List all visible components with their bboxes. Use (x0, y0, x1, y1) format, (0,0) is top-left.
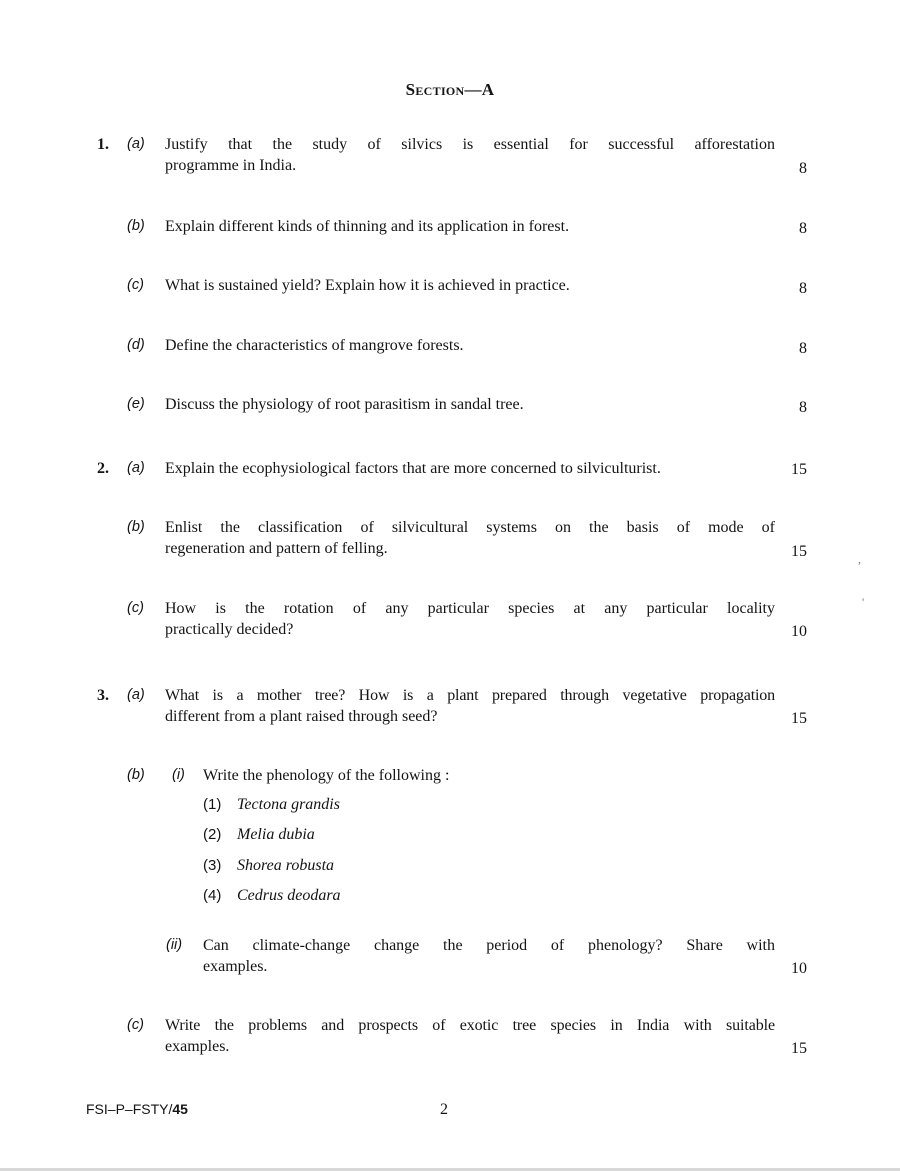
marks: 8 (799, 280, 807, 297)
paper-code-prefix: FSI–P–FSTY/ (86, 1101, 173, 1117)
species-name: Melia dubia (237, 826, 315, 843)
question-text: Explain the ecophysiological factors that are more concerned to silviculturist. (165, 460, 661, 477)
species-item (203, 826, 315, 844)
marks: 8 (799, 399, 807, 416)
species-number: (1) (203, 796, 222, 813)
part-label: (b) (127, 218, 145, 234)
question-text: Discuss the physiology of root parasitism in sandal tree. (165, 396, 524, 413)
question-text: practically decided? (165, 621, 294, 638)
species-name: Tectona grandis (237, 796, 340, 813)
paper-code-number: 45 (172, 1101, 188, 1117)
question-text: Can climate-change change the period of phenology? Share with (203, 937, 775, 954)
page-edge (0, 1168, 900, 1171)
question-text: regeneration and pattern of felling. (165, 540, 388, 557)
species-number: (2) (203, 826, 222, 843)
part-label: (c) (127, 600, 144, 616)
species-number: (3) (203, 857, 222, 874)
subpart-label: (ii) (166, 937, 183, 953)
question-text: Write the problems and prospects of exotic tree species in India with suitable (165, 1017, 775, 1034)
part-label: (c) (127, 1017, 144, 1033)
subpart-label: (i) (172, 767, 185, 783)
marks: 8 (799, 220, 807, 237)
question-text: What is sustained yield? Explain how it is achieved in practice. (165, 277, 570, 294)
species-name: Cedrus deodara (237, 887, 341, 904)
part-label: (c) (127, 277, 144, 293)
section-title-text: Section—A (405, 80, 495, 99)
question-text: different from a plant raised through seed? (165, 708, 438, 725)
marks: 10 (791, 960, 807, 977)
question-text: programme in India. (165, 157, 297, 174)
species-item (203, 796, 340, 814)
question-number: 2. (97, 460, 109, 477)
scan-artifact: ' (862, 595, 865, 609)
question-number: 1. (97, 136, 109, 153)
part-label: (a) (127, 460, 145, 476)
question-text: Enlist the classification of silvicultural systems on the basis of mode of (165, 519, 775, 536)
species-item (203, 857, 334, 875)
section-title (0, 80, 900, 100)
question-text: examples. (165, 1038, 230, 1055)
species-name: Shorea robusta (237, 857, 335, 874)
species-number: (4) (203, 887, 222, 904)
scan-artifact: , (858, 552, 861, 566)
part-label: (d) (127, 337, 145, 353)
marks: 15 (791, 543, 807, 560)
question-text: What is a mother tree? How is a plant prepared through vegetative propagation (165, 687, 775, 704)
question-text: examples. (203, 958, 268, 975)
marks: 10 (791, 623, 807, 640)
marks: 15 (791, 1040, 807, 1057)
question-text: Justify that the study of silvics is essential for successful afforestation (165, 136, 775, 153)
marks: 8 (799, 340, 807, 357)
question-text: How is the rotation of any particular species at any particular locality (165, 600, 775, 617)
part-label: (a) (127, 136, 145, 152)
part-label: (b) (127, 767, 145, 783)
marks: 8 (799, 160, 807, 177)
part-label: (a) (127, 687, 145, 703)
marks: 15 (791, 461, 807, 478)
paper-code (86, 1101, 188, 1117)
question-number: 3. (97, 687, 109, 704)
marks: 15 (791, 710, 807, 727)
question-text: Explain different kinds of thinning and its application in forest. (165, 218, 570, 235)
question-text: Write the phenology of the following : (203, 767, 450, 784)
part-label: (e) (127, 396, 145, 412)
species-item (203, 887, 341, 905)
part-label: (b) (127, 519, 145, 535)
page-number: 2 (440, 1101, 448, 1118)
question-text: Define the characteristics of mangrove forests. (165, 337, 464, 354)
